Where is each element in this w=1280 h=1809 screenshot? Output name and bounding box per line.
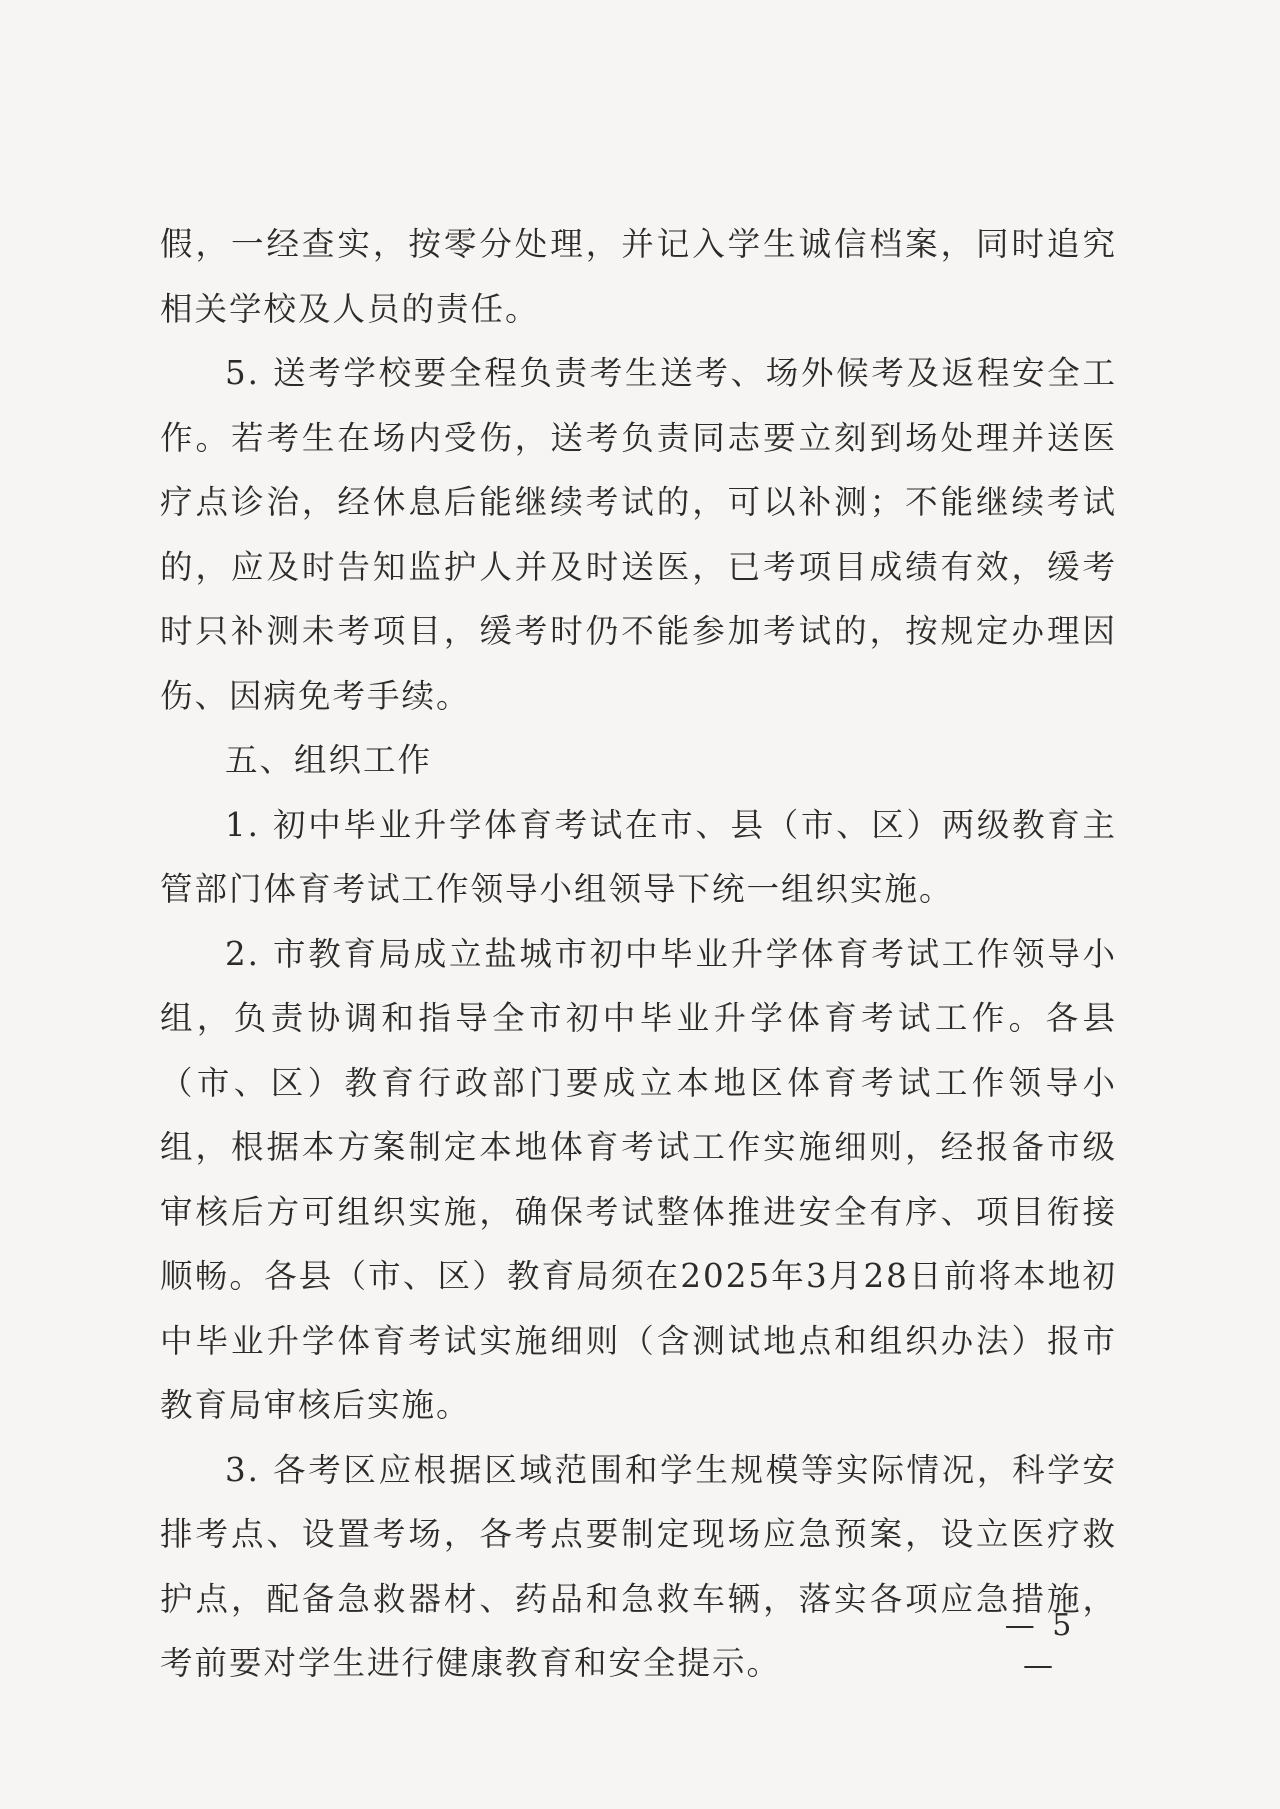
paragraph-item-5: 5. 送考学校要全程负责考生送考、场外候考及返程安全工作。若考生在场内受伤，送考负责同志要立刻到场处理并送医疗点诊治，经休息后能继续考试的，可以补测；不能继续考试的，应及时告知监护人并及时送医，已考项目成绩有效，缓考时只补测未考项目，缓考时仍不能参加考试的，按规定办理因伤、因病免考手续。: [160, 354, 1117, 715]
paragraph-continuation: 假，一经查实，按零分处理，并记入学生诚信档案，同时追究相关学校及人员的责任。: [160, 225, 1117, 328]
section-heading-organization: 五、组织工作: [225, 741, 433, 779]
paragraph-item-1: 1. 初中毕业升学体育考试在市、县（市、区）两级教育主管部门体育考试工作领导小组领导下统一组织实施。: [160, 805, 1117, 908]
document-body: [160, 212, 1117, 1696]
paragraph-item-2: 2. 市教育局成立盐城市初中毕业升学体育考试工作领导小组，负责协调和指导全市初中毕业升学体育考试工作。各县（市、区）教育行政部门要成立本地区体育考试工作领导小组，根据本方案制定本地体育考试工作实施细则，经报备市级审核后方可组织实施，确保考试整体推进安全有序、项目衔接顺畅。各县（市、区）教育局须在2025年3月28日前将本地初中毕业升学体育考试实施细则（含测试地点和组织办法）报市教育局审核后实施。: [160, 934, 1117, 1424]
page-number: — 5 —: [1004, 1608, 1076, 1683]
paragraph-item-3: 3. 各考区应根据区域范围和学生规模等实际情况，科学安排考点、设置考场，各考点要制定现场应急预案，设立医疗救护点，配备急救器材、药品和急救车辆，落实各项应急措施，考前要对学生进行健康教育和安全提示。: [160, 1450, 1117, 1682]
